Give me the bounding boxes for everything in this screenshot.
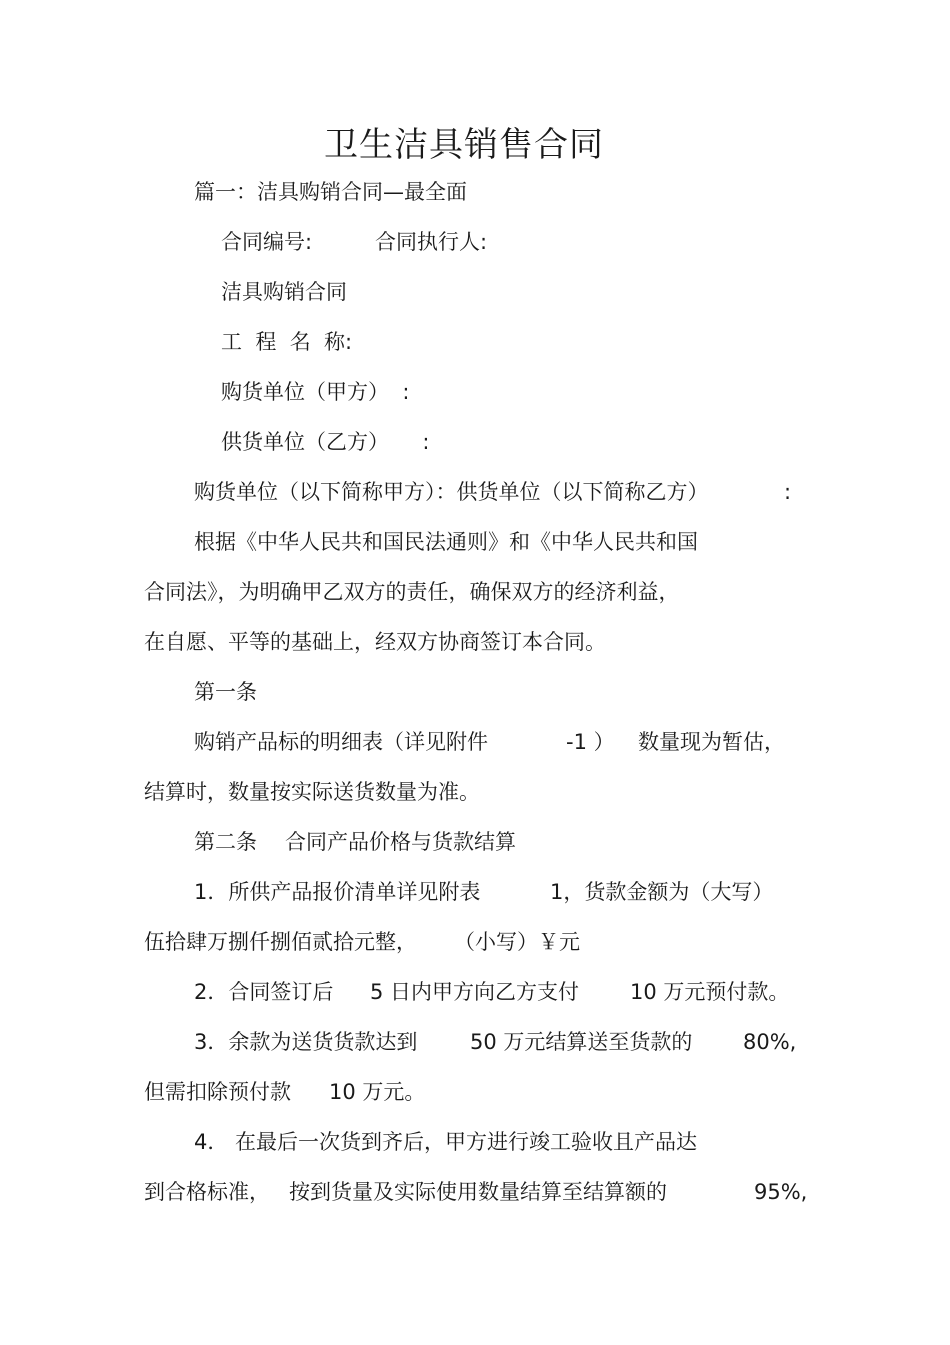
item-3-text-c: 80%, xyxy=(743,1030,797,1054)
item-4-line2-a: 到合格标准， xyxy=(144,1180,270,1204)
supplier-label: 供货单位（乙方） : xyxy=(221,430,430,454)
article-2-heading-a: 第二条 xyxy=(194,830,257,854)
article-1-heading: 第一条 xyxy=(194,680,257,704)
preamble-line-2: 合同法》，为明确甲乙双方的责任，确保双方的经济利益， xyxy=(144,580,680,604)
contract-number-label: 合同编号: xyxy=(221,230,313,254)
buyer-label: 购货单位（甲方） : xyxy=(221,380,410,404)
preamble-line-3: 在自愿、平等的基础上，经双方协商签订本合同。 xyxy=(144,630,606,654)
article-1-text-c: 数量现为暂估， xyxy=(638,730,785,754)
item-1-text-a: 1．所供产品报价清单详见附表 xyxy=(194,880,481,904)
parties-colon: : xyxy=(784,480,792,504)
section-heading: 篇一：洁具购销合同—最全面 xyxy=(194,180,467,204)
item-3-line2-b: 10 万元。 xyxy=(329,1080,426,1104)
item-4-line-1: 4． 在最后一次货到齐后，甲方进行竣工验收且产品达 xyxy=(194,1130,698,1154)
item-1-line2-b: （小写）￥元 xyxy=(454,930,580,954)
item-2-text-c: 10 万元预付款。 xyxy=(630,980,790,1004)
contract-executor-label: 合同执行人: xyxy=(375,230,488,254)
item-2-text-b: 5 日内甲方向乙方支付 xyxy=(370,980,580,1004)
document-title: 卫生洁具销售合同 xyxy=(324,125,604,165)
item-3-line2-a: 但需扣除预付款 xyxy=(144,1080,291,1104)
article-1-text-b: -1 ） xyxy=(566,730,615,754)
item-3-text-b: 50 万元结算送至货款的 xyxy=(470,1030,693,1054)
item-2-text-a: 2．合同签订后 xyxy=(194,980,334,1004)
item-4-line2-c: 95%, xyxy=(754,1180,808,1204)
parties-text: 购货单位（以下简称甲方）：供货单位（以下简称乙方） xyxy=(194,480,709,504)
project-name-label: 工 程 名 称: xyxy=(221,330,353,354)
item-1-text-b: 1，货款金额为（大写） xyxy=(550,880,774,904)
contract-name: 洁具购销合同 xyxy=(221,280,347,304)
article-1-text-a: 购销产品标的明细表（详见附件 xyxy=(194,730,488,754)
item-1-line2-a: 伍拾肆万捌仟捌佰贰拾元整， xyxy=(144,930,417,954)
article-2-heading-b: 合同产品价格与货款结算 xyxy=(285,830,516,854)
item-3-text-a: 3．余款为送货货款达到 xyxy=(194,1030,418,1054)
item-4-line2-b: 按到货量及实际使用数量结算至结算额的 xyxy=(289,1180,667,1204)
preamble-line-1: 根据《中华人民共和国民法通则》和《中华人民共和国 xyxy=(194,530,698,554)
article-1-line-2: 结算时，数量按实际送货数量为准。 xyxy=(144,780,480,804)
